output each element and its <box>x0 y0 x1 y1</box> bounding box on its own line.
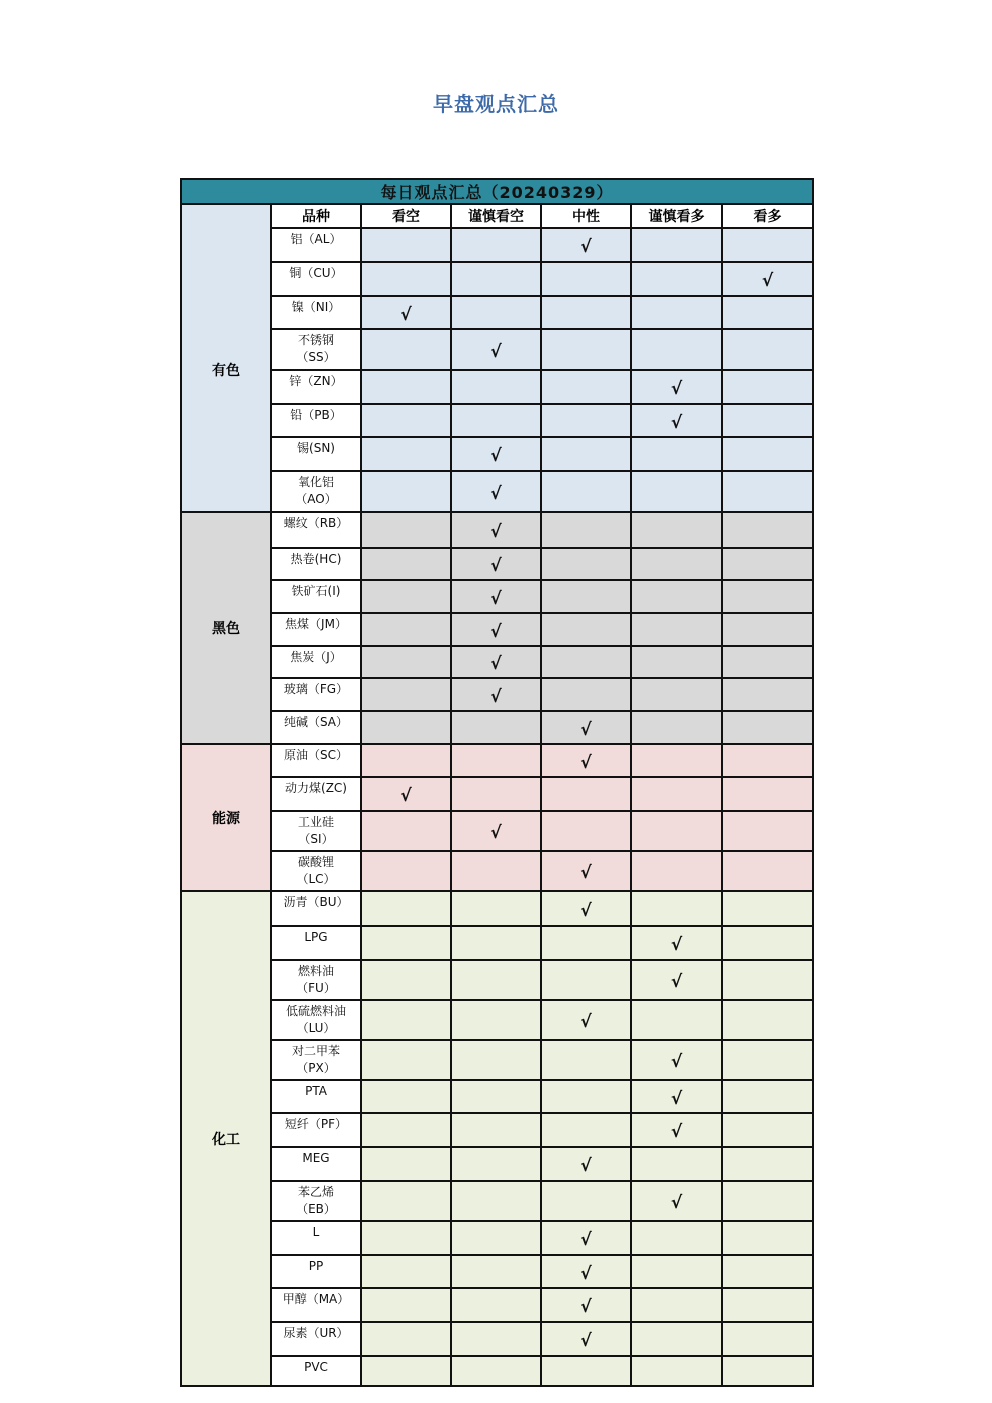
views-table-container <box>180 178 812 1374</box>
item-name: 螺纹（RB） <box>271 512 361 548</box>
view-cell-bullish <box>722 744 813 777</box>
view-cell-neutral <box>541 1221 631 1255</box>
view-cell-neutral <box>541 1288 631 1322</box>
item-name: 苯乙烯 （EB） <box>271 1181 361 1221</box>
view-cell-cautious-bearish <box>451 1040 541 1080</box>
view-cell-bearish <box>361 851 451 891</box>
view-cell-bearish <box>361 512 451 548</box>
check-mark-icon: √ <box>490 654 502 674</box>
item-name: PTA <box>271 1080 361 1113</box>
view-cell-cautious-bullish <box>631 1356 722 1386</box>
check-mark-icon: √ <box>580 1230 592 1250</box>
table-row <box>181 1322 813 1356</box>
check-mark-icon: √ <box>670 412 683 433</box>
view-cell-bearish <box>361 926 451 960</box>
item-name: 铝（AL） <box>271 228 361 262</box>
table-row <box>181 613 813 646</box>
check-mark-icon: √ <box>490 621 502 642</box>
view-cell-cautious-bullish <box>631 471 722 512</box>
table-row <box>181 1221 813 1255</box>
table-row <box>181 711 813 744</box>
view-cell-neutral <box>541 471 631 512</box>
view-cell-bullish <box>722 1255 813 1288</box>
view-cell-bullish <box>722 370 813 404</box>
view-cell-bullish <box>722 262 813 296</box>
view-cell-cautious-bullish <box>631 548 722 580</box>
check-mark-icon: √ <box>670 379 683 399</box>
view-cell-cautious-bearish <box>451 580 541 613</box>
check-mark-icon: √ <box>490 556 502 576</box>
table-row <box>181 851 813 891</box>
table-body <box>181 204 813 1386</box>
view-cell-cautious-bullish <box>631 1113 722 1147</box>
view-cell-cautious-bullish <box>631 811 722 851</box>
view-cell-bearish <box>361 228 451 262</box>
item-name: 燃料油 （FU） <box>271 960 361 1000</box>
view-cell-cautious-bearish <box>451 926 541 960</box>
view-cell-cautious-bearish <box>451 437 541 471</box>
view-cell-bearish <box>361 744 451 777</box>
view-cell-bearish <box>361 1255 451 1288</box>
table-row <box>181 580 813 613</box>
table-row <box>181 228 813 262</box>
view-cell-cautious-bearish <box>451 1255 541 1288</box>
check-mark-icon: √ <box>490 483 502 504</box>
view-cell-cautious-bullish <box>631 329 722 370</box>
view-cell-cautious-bearish <box>451 811 541 851</box>
view-cell-bearish <box>361 580 451 613</box>
table-row <box>181 262 813 296</box>
view-cell-cautious-bullish <box>631 370 722 404</box>
view-cell-bullish <box>722 548 813 580</box>
check-mark-icon: √ <box>580 900 592 921</box>
view-cell-bullish <box>722 678 813 711</box>
column-header: 中性 <box>541 204 631 228</box>
table-banner: 每日观点汇总（20240329） <box>181 179 813 204</box>
table-row <box>181 1356 813 1386</box>
category-cell: 黑色 <box>181 512 271 744</box>
view-cell-neutral <box>541 228 631 262</box>
table-row <box>181 1080 813 1113</box>
view-cell-cautious-bearish <box>451 1181 541 1221</box>
item-name: 氧化铝 （AO） <box>271 471 361 512</box>
table-row <box>181 646 813 678</box>
view-cell-bearish <box>361 1322 451 1356</box>
view-cell-cautious-bearish <box>451 404 541 437</box>
table-row <box>181 296 813 329</box>
view-cell-bullish <box>722 1356 813 1386</box>
view-cell-cautious-bearish <box>451 744 541 777</box>
view-cell-bullish <box>722 1040 813 1080</box>
view-cell-bearish <box>361 1147 451 1181</box>
view-cell-neutral <box>541 1080 631 1113</box>
view-cell-neutral <box>541 1322 631 1356</box>
view-cell-bearish <box>361 960 451 1000</box>
view-cell-cautious-bullish <box>631 711 722 744</box>
check-mark-icon: √ <box>580 237 592 257</box>
view-cell-cautious-bearish <box>451 329 541 370</box>
view-cell-neutral <box>541 960 631 1000</box>
view-cell-cautious-bullish <box>631 646 722 678</box>
column-header: 品种 <box>271 204 361 228</box>
view-cell-neutral <box>541 1040 631 1080</box>
view-cell-cautious-bearish <box>451 1080 541 1113</box>
view-cell-cautious-bullish <box>631 678 722 711</box>
view-cell-bullish <box>722 613 813 646</box>
view-cell-bearish <box>361 262 451 296</box>
item-name: 镍（NI） <box>271 296 361 329</box>
item-name: 纯碱（SA） <box>271 711 361 744</box>
column-header: 谨慎看多 <box>631 204 722 228</box>
view-cell-bearish <box>361 296 451 329</box>
check-mark-icon: √ <box>580 1331 592 1351</box>
view-cell-neutral <box>541 548 631 580</box>
view-cell-cautious-bullish <box>631 1040 722 1080</box>
item-name: 锌（ZN） <box>271 370 361 404</box>
view-cell-neutral <box>541 851 631 891</box>
check-mark-icon: √ <box>580 1297 592 1317</box>
view-cell-bearish <box>361 711 451 744</box>
table-row <box>181 471 813 512</box>
check-mark-icon: √ <box>490 522 502 542</box>
view-cell-bullish <box>722 960 813 1000</box>
view-cell-cautious-bearish <box>451 678 541 711</box>
item-name: 原油（SC） <box>271 744 361 777</box>
table-row <box>181 548 813 580</box>
view-cell-neutral <box>541 1113 631 1147</box>
view-cell-neutral <box>541 926 631 960</box>
view-cell-bearish <box>361 613 451 646</box>
table-row <box>181 960 813 1000</box>
column-header: 看多 <box>722 204 813 228</box>
view-cell-cautious-bullish <box>631 613 722 646</box>
check-mark-icon: √ <box>580 719 592 740</box>
view-cell-cautious-bearish <box>451 1356 541 1386</box>
view-cell-bullish <box>722 512 813 548</box>
view-cell-bullish <box>722 329 813 370</box>
view-cell-bullish <box>722 1000 813 1040</box>
item-name: 锡(SN) <box>271 437 361 471</box>
item-name: 热卷(HC) <box>271 548 361 580</box>
view-cell-bullish <box>722 1113 813 1147</box>
check-mark-icon: √ <box>580 1012 592 1032</box>
item-name: 甲醇（MA） <box>271 1288 361 1322</box>
item-name: 玻璃（FG） <box>271 678 361 711</box>
check-mark-icon: √ <box>670 972 683 992</box>
view-cell-neutral <box>541 891 631 926</box>
view-cell-cautious-bullish <box>631 1221 722 1255</box>
view-cell-cautious-bullish <box>631 228 722 262</box>
table-row <box>181 437 813 471</box>
view-cell-bearish <box>361 471 451 512</box>
category-header-blank <box>181 204 271 228</box>
table-row <box>181 1288 813 1322</box>
table-row <box>181 678 813 711</box>
view-cell-bullish <box>722 228 813 262</box>
view-cell-cautious-bearish <box>451 891 541 926</box>
view-cell-bullish <box>722 1080 813 1113</box>
view-cell-bullish <box>722 646 813 678</box>
item-name: 铜（CU） <box>271 262 361 296</box>
view-cell-cautious-bearish <box>451 711 541 744</box>
view-cell-cautious-bearish <box>451 960 541 1000</box>
table-row <box>181 1040 813 1080</box>
view-cell-bearish <box>361 329 451 370</box>
view-cell-bearish <box>361 548 451 580</box>
view-cell-neutral <box>541 744 631 777</box>
view-cell-cautious-bullish <box>631 744 722 777</box>
view-cell-neutral <box>541 613 631 646</box>
view-cell-bearish <box>361 404 451 437</box>
view-cell-cautious-bullish <box>631 1181 722 1221</box>
view-cell-bullish <box>722 296 813 329</box>
check-mark-icon: √ <box>400 304 412 325</box>
view-cell-bullish <box>722 1322 813 1356</box>
view-cell-cautious-bearish <box>451 1147 541 1181</box>
view-cell-bullish <box>722 811 813 851</box>
item-name: 沥青（BU） <box>271 891 361 926</box>
view-cell-bullish <box>722 711 813 744</box>
item-name: 铁矿石(I) <box>271 580 361 613</box>
category-cell: 化工 <box>181 891 271 1386</box>
item-name: 动力煤(ZC) <box>271 777 361 811</box>
table-row <box>181 404 813 437</box>
view-cell-cautious-bearish <box>451 370 541 404</box>
view-cell-cautious-bullish <box>631 512 722 548</box>
check-mark-icon: √ <box>400 786 412 806</box>
view-cell-neutral <box>541 1181 631 1221</box>
view-cell-cautious-bearish <box>451 851 541 891</box>
views-table <box>180 178 814 1387</box>
view-cell-neutral <box>541 404 631 437</box>
view-cell-cautious-bullish <box>631 960 722 1000</box>
view-cell-bullish <box>722 851 813 891</box>
view-cell-bearish <box>361 1000 451 1040</box>
view-cell-cautious-bullish <box>631 1080 722 1113</box>
table-row <box>181 811 813 851</box>
item-name: 低硫燃料油 （LU） <box>271 1000 361 1040</box>
view-cell-bearish <box>361 1288 451 1322</box>
view-cell-bullish <box>722 777 813 811</box>
check-mark-icon: √ <box>670 1088 683 1109</box>
view-cell-neutral <box>541 811 631 851</box>
item-name: 碳酸锂 （LC） <box>271 851 361 891</box>
view-cell-neutral <box>541 1000 631 1040</box>
view-cell-bearish <box>361 1080 451 1113</box>
view-cell-bearish <box>361 1181 451 1221</box>
view-cell-bearish <box>361 777 451 811</box>
item-name: PP <box>271 1255 361 1288</box>
view-cell-neutral <box>541 678 631 711</box>
view-cell-cautious-bearish <box>451 262 541 296</box>
view-cell-neutral <box>541 580 631 613</box>
view-cell-neutral <box>541 329 631 370</box>
column-header: 看空 <box>361 204 451 228</box>
view-cell-cautious-bearish <box>451 471 541 512</box>
table-row <box>181 329 813 370</box>
view-cell-neutral <box>541 437 631 471</box>
view-cell-bearish <box>361 678 451 711</box>
view-cell-neutral <box>541 1147 631 1181</box>
view-cell-bullish <box>722 1181 813 1221</box>
item-name: L <box>271 1221 361 1255</box>
view-cell-cautious-bullish <box>631 891 722 926</box>
item-name: 不锈钢 （SS） <box>271 329 361 370</box>
check-mark-icon: √ <box>670 1193 683 1213</box>
view-cell-cautious-bullish <box>631 777 722 811</box>
view-cell-cautious-bearish <box>451 512 541 548</box>
check-mark-icon: √ <box>490 823 502 843</box>
view-cell-cautious-bearish <box>451 228 541 262</box>
check-mark-icon: √ <box>670 1122 683 1142</box>
check-mark-icon: √ <box>490 686 502 707</box>
view-cell-neutral <box>541 370 631 404</box>
view-cell-bearish <box>361 1356 451 1386</box>
check-mark-icon: √ <box>490 588 502 609</box>
view-cell-cautious-bullish <box>631 926 722 960</box>
item-name: MEG <box>271 1147 361 1181</box>
table-row <box>181 512 813 548</box>
table-row <box>181 1147 813 1181</box>
view-cell-bearish <box>361 811 451 851</box>
check-mark-icon: √ <box>580 752 592 773</box>
view-cell-bearish <box>361 1113 451 1147</box>
view-cell-cautious-bullish <box>631 404 722 437</box>
view-cell-bullish <box>722 1147 813 1181</box>
category-cell: 有色 <box>181 228 271 512</box>
item-name: 尿素（UR） <box>271 1322 361 1356</box>
view-cell-cautious-bullish <box>631 851 722 891</box>
category-cell: 能源 <box>181 744 271 891</box>
view-cell-cautious-bullish <box>631 1288 722 1322</box>
view-cell-bullish <box>722 471 813 512</box>
view-cell-bearish <box>361 891 451 926</box>
item-name: 工业硅 （SI） <box>271 811 361 851</box>
check-mark-icon: √ <box>670 935 683 955</box>
view-cell-neutral <box>541 1255 631 1288</box>
table-row <box>181 777 813 811</box>
document-title: 早盘观点汇总 <box>433 92 559 116</box>
check-mark-icon: √ <box>580 863 592 883</box>
view-cell-bullish <box>722 437 813 471</box>
item-name: 短纤（PF） <box>271 1113 361 1147</box>
view-cell-cautious-bearish <box>451 296 541 329</box>
check-mark-icon: √ <box>580 1156 592 1176</box>
view-cell-cautious-bearish <box>451 1113 541 1147</box>
view-cell-neutral <box>541 512 631 548</box>
view-cell-bullish <box>722 1288 813 1322</box>
view-cell-cautious-bearish <box>451 1221 541 1255</box>
check-mark-icon: √ <box>490 446 502 466</box>
view-cell-bullish <box>722 891 813 926</box>
view-cell-bearish <box>361 646 451 678</box>
view-cell-cautious-bullish <box>631 296 722 329</box>
view-cell-bullish <box>722 404 813 437</box>
view-cell-cautious-bullish <box>631 262 722 296</box>
view-cell-neutral <box>541 1356 631 1386</box>
check-mark-icon: √ <box>490 341 502 362</box>
table-row <box>181 370 813 404</box>
view-cell-cautious-bullish <box>631 437 722 471</box>
view-cell-cautious-bullish <box>631 580 722 613</box>
table-row <box>181 1255 813 1288</box>
item-name: LPG <box>271 926 361 960</box>
table-row <box>181 926 813 960</box>
view-cell-neutral <box>541 711 631 744</box>
check-mark-icon: √ <box>580 1263 592 1284</box>
item-name: 铅（PB） <box>271 404 361 437</box>
view-cell-bearish <box>361 437 451 471</box>
view-cell-cautious-bearish <box>451 548 541 580</box>
column-header: 谨慎看空 <box>451 204 541 228</box>
view-cell-cautious-bullish <box>631 1255 722 1288</box>
view-cell-bearish <box>361 1221 451 1255</box>
header-row <box>181 204 813 228</box>
view-cell-neutral <box>541 296 631 329</box>
view-cell-cautious-bearish <box>451 613 541 646</box>
view-cell-bullish <box>722 580 813 613</box>
view-cell-cautious-bearish <box>451 1000 541 1040</box>
view-cell-cautious-bearish <box>451 1322 541 1356</box>
view-cell-neutral <box>541 646 631 678</box>
item-name: 焦炭（J） <box>271 646 361 678</box>
view-cell-cautious-bullish <box>631 1000 722 1040</box>
view-cell-cautious-bearish <box>451 1288 541 1322</box>
check-mark-icon: √ <box>761 271 774 291</box>
item-name: 对二甲苯 （PX） <box>271 1040 361 1080</box>
table-row <box>181 891 813 926</box>
view-cell-neutral <box>541 262 631 296</box>
table-row <box>181 1113 813 1147</box>
check-mark-icon: √ <box>670 1052 683 1072</box>
item-name: PVC <box>271 1356 361 1386</box>
view-cell-bearish <box>361 1040 451 1080</box>
table-row <box>181 1181 813 1221</box>
item-name: 焦煤（JM） <box>271 613 361 646</box>
table-row <box>181 744 813 777</box>
table-row <box>181 1000 813 1040</box>
view-cell-bullish <box>722 1221 813 1255</box>
view-cell-bearish <box>361 370 451 404</box>
view-cell-bullish <box>722 926 813 960</box>
view-cell-neutral <box>541 777 631 811</box>
view-cell-cautious-bullish <box>631 1322 722 1356</box>
view-cell-cautious-bullish <box>631 1147 722 1181</box>
view-cell-cautious-bearish <box>451 646 541 678</box>
view-cell-cautious-bearish <box>451 777 541 811</box>
